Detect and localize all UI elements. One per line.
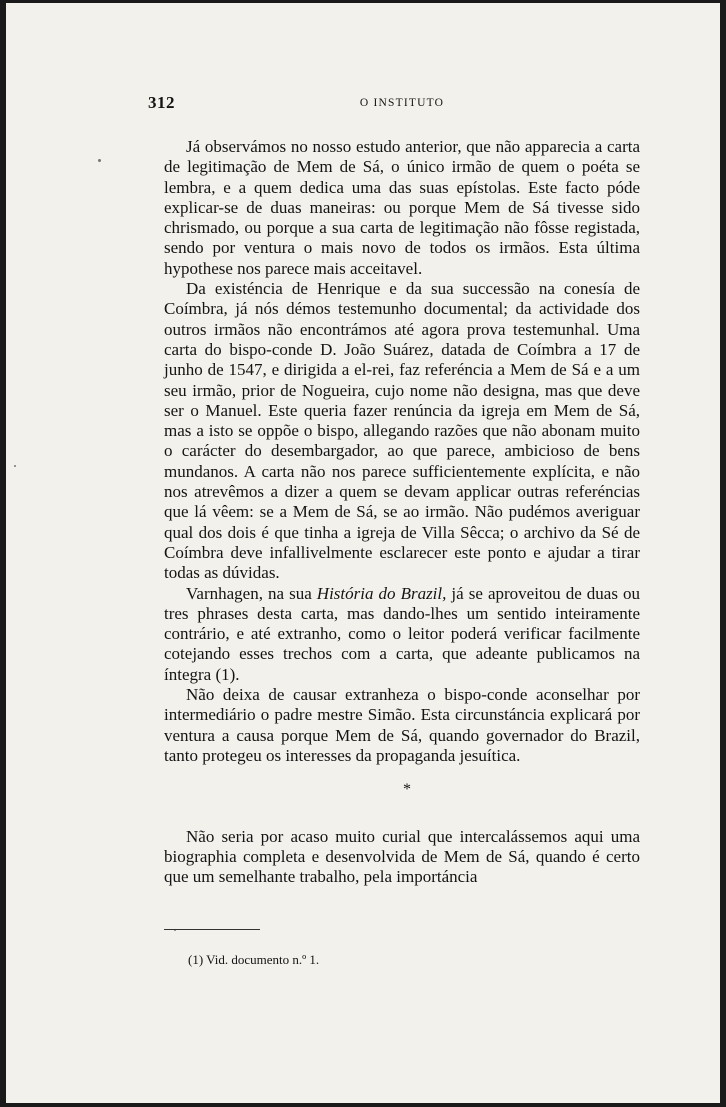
body-text bbox=[164, 137, 640, 887]
paragraph-5: Não seria por acaso muito curial que intercalássemos aqui uma biographia completa e desenvolvida de Mem de Sá, quando é certo que um semelhante trabalho, pela importáncia bbox=[164, 826, 640, 887]
footnote: (1) Vid. documento n.º 1. bbox=[188, 952, 320, 968]
page-header bbox=[148, 93, 640, 117]
paragraph-2: Da existéncia de Henrique e da sua successão na conesía de Coímbra, já nós démos testemunho documental; da actividade dos outros irmãos não encontrámos até agora prova testemunhal. Uma carta do bispo-conde D. João Suárez, datada de Coímbra a 17 de junho de 1547, e dirigida a el-rei, faz referéncia a Mem de Sá e a um seu irmão, prior de Nogueira, cujo nome não designa, mas que deve ser o Manuel. Este queria fazer renúncia da igreja em Mem de Sá, mas a isto se oppõe o bispo, allegando razões que não abonam muito o carácter do desembargador, ao que parece, ambicioso de bens mundanos. A carta não nos parece sufficientemente explícita, e não nos atrevêmos a dizer a quem se devam applicar outras referéncias que lá vêem: se a Mem de Sá, se ao irmão. Não pudémos averiguar qual dos dois é que tinha a igreja de Villa Sêcca; o archivo da Sé de Coímbra deve infallivelmente esclarecer este ponto e ajudar a tirar todas as dúvidas. bbox=[164, 279, 640, 583]
book-title: História do Brazil, bbox=[316, 583, 447, 603]
paper-speck bbox=[14, 465, 16, 467]
footnote-rule bbox=[164, 929, 260, 930]
text-block bbox=[148, 93, 640, 968]
paragraph-3-start: Varnhagen, na sua bbox=[186, 583, 317, 603]
paragraph-3 bbox=[164, 584, 640, 685]
section-separator: * bbox=[403, 781, 411, 799]
page-number: 312 bbox=[148, 93, 175, 112]
running-head: O INSTITUTO bbox=[359, 97, 445, 109]
paragraph-1: Já observámos no nosso estudo anterior, que não apparecia a carta de legitimação de Mem de Sá, o único irmão de quem o poéta se lembra, e a quem dedica uma das suas epístolas. Este facto póde explicar-se de duas maneiras: ou porque Mem de Sá tivesse sido chrismado, ou porque a sua carta de legitimação não fôsse registada, sendo por ventura o mais novo de todos os irmãos. Esta última hypothese nos parece mais acceitavel. bbox=[164, 137, 640, 278]
book-page bbox=[6, 3, 720, 1103]
paper-speck bbox=[98, 159, 101, 162]
paragraph-4: Não deixa de causar extranheza o bispo-conde aconselhar por intermediário o padre mestre Simão. Esta circunstáncia explicará por ventura a causa porque Mem de Sá, quando governador do Brazil, tanto protegeu os interesses da propaganda jesuítica. bbox=[164, 685, 640, 765]
paragraph-3-end: já se aproveitou de duas ou tres phrases desta carta, mas dando-lhes um sentido inteiramente contrário, e até extranho, como o leitor poderá verificar facilmente cotejando esses trechos com a carta, que adeante publicamos na íntegra (1). bbox=[164, 583, 640, 684]
